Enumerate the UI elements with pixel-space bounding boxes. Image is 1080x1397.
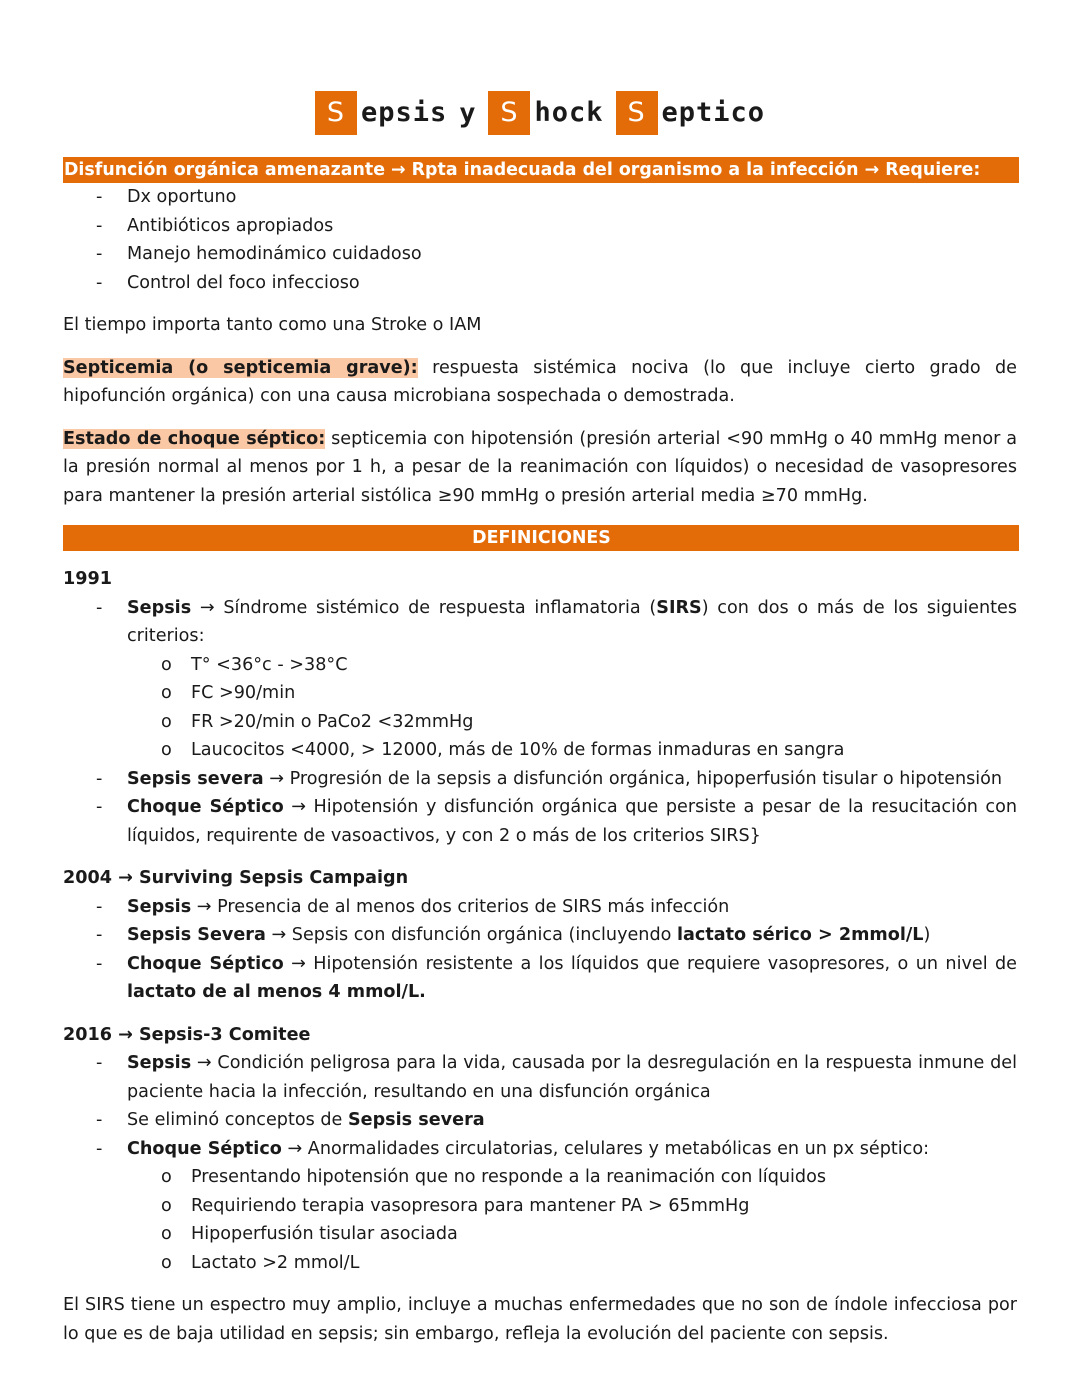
title-word [315,91,447,135]
sub-list-item [127,1249,1017,1278]
section-banner [63,157,1019,183]
list-item [63,594,1017,765]
list-item [63,183,1017,212]
text-run: respuesta sistémica nociva (lo que incluye cierto grado de hipofunción orgánica) con una causa microbiana sospechada o demostrada. [63,357,1017,406]
sub-list-item [127,651,1017,680]
text-run: Requiriendo terapia vasopresora para mantener PA > 65mmHg [191,1195,750,1216]
paragraph [63,1291,1017,1348]
text-run: → Anormalidades circulatorias, celulares y metabólicas en un px séptico: [281,1138,930,1159]
sub-list-item [127,679,1017,708]
sub-list-item [127,1192,1017,1221]
text-run: → Hipotensión resistente a los líquidos que requiere vasopresores, o un nivel de [283,953,1017,974]
text-run: 2016 → Sepsis-3 Comitee [63,1024,311,1045]
title-word-text: epsis [360,97,448,128]
document-body [63,157,1019,1348]
bold-text: Sepsis severa [127,768,264,789]
text-run: ) con dos o más de los siguientes criterios: [127,597,1017,646]
text-run: Lactato >2 mmol/L [191,1252,360,1273]
title-word [459,98,476,129]
text-run: Laucocitos <4000, > 12000, más de 10% de formas inmaduras en sangra [191,740,845,760]
text-run: Presentando hipotensión que no responde a la reanimación con líquidos [191,1167,826,1187]
text-run: Dx oportuno [127,187,237,207]
bold-text: SIRS [656,597,702,618]
text-run: T° <36°c - >38°C [191,654,348,675]
text-run: ) [923,925,931,945]
list-item [63,1135,1017,1278]
sub-list-item [127,1163,1017,1192]
text-run: → Condición peligrosa para la vida, causada por la desregulación en la respuesta inmune del paciente hacia la infección, resultando en una disfunción orgánica [127,1053,1017,1102]
text-run: 2004 → Surviving Sepsis Campaign [63,868,409,888]
text-run: → Sepsis con disfunción orgánica (incluyendo [265,925,677,945]
text-run: → Hipotensión y disfunción orgánica que persiste a pesar de la resucitación con líquidos, requirente de vasoactivos, y con 2 o más de los criterios SIRS} [127,797,1018,846]
text-run: → Presencia de al menos dos criterios de SIRS más infección [191,896,730,917]
year-heading [63,1021,1019,1050]
text-run: Hipoperfusión tisular asociada [191,1224,458,1244]
bullet-list [63,1049,1019,1277]
list-item [63,793,1017,850]
text-run: → Síndrome sistémico de respuesta inflamatoria ( [191,597,657,618]
bold-text: Choque Séptico [127,1138,282,1159]
paragraph [63,425,1017,511]
sub-list-item [127,708,1017,737]
text-run: septicemia con hipotensión (presión arterial <90 mmHg o 40 mmHg menor a la presión normal al menos por 1 h, a pesar de la reanimación con líquidos) o necesidad de vasopresores para mantener la presión arterial sistólica ≥90 mmHg o presión arterial media ≥70 mmHg. [63,428,1017,506]
sub-bullet-list [127,651,1017,765]
text-run: Manejo hemodinámico cuidadoso [127,244,422,264]
title-word-text: eptico [661,97,766,128]
bullet-list [63,183,1019,297]
section-header-definiciones [63,525,1019,551]
title-initial-box: S [315,91,357,135]
list-item [63,212,1017,241]
list-item [63,893,1017,922]
title-word-text: y [459,97,477,129]
bold-text: Choque Séptico [127,797,284,817]
text-run: FR >20/min o PaCo2 <32mmHg [191,711,474,732]
title-initial-box: S [616,91,658,135]
title-word [616,91,766,135]
text-run: → Progresión de la sepsis a disfunción orgánica, hipoperfusión tisular o hipotensión [263,768,1003,789]
list-item [63,240,1017,269]
bullet-list [63,893,1019,1007]
text-run: Disfunción orgánica amenazante → Rpta inadecuada del organismo a la infección → Requiere: [64,160,981,180]
bold-text: lactato de al menos 4 mmol/L. [127,982,426,1002]
list-item [63,765,1017,794]
bold-text: Sepsis [127,896,192,917]
sub-list-item [127,736,1017,765]
text-run: El tiempo importa tanto como una Stroke o IAM [63,315,482,335]
title-initial-box: S [488,91,530,135]
bold-text: lactato sérico > 2mmol/L [676,925,924,945]
text-run: Antibióticos apropiados [127,215,334,236]
list-item [63,921,1017,950]
text-run: DEFINICIONES [472,528,611,548]
bold-text: Sepsis [127,597,192,618]
text-run: 1991 [63,569,112,589]
sub-bullet-list [127,1163,1017,1277]
paragraph [63,311,1017,340]
title-word [488,91,603,135]
bold-text: Sepsis Severa [127,925,266,945]
highlighted-term: Septicemia (o septicemia grave): [63,357,418,378]
year-heading [63,565,1019,594]
bold-text: Sepsis [127,1053,192,1073]
document-title [0,91,1080,135]
text-run: Se eliminó conceptos de [127,1110,348,1130]
list-item [63,1106,1017,1135]
list-item [63,950,1017,1007]
text-run: Control del foco infeccioso [127,272,360,293]
sub-list-item [127,1220,1017,1249]
text-run: El SIRS tiene un espectro muy amplio, incluye a muchas enfermedades que no son de índole infecciosa por lo que es de baja utilidad en sepsis; sin embargo, refleja la evolución del paciente con sepsis. [63,1295,1017,1344]
list-item [63,1049,1017,1106]
list-item [63,269,1017,298]
bold-text: Sepsis severa [347,1110,485,1130]
bullet-list [63,594,1019,851]
paragraph [63,354,1017,411]
text-run: FC >90/min [191,683,296,703]
bold-text: Choque Séptico [127,953,284,974]
year-heading [63,864,1019,893]
title-word-text: hock [534,97,604,128]
highlighted-term: Estado de choque séptico: [63,428,326,449]
